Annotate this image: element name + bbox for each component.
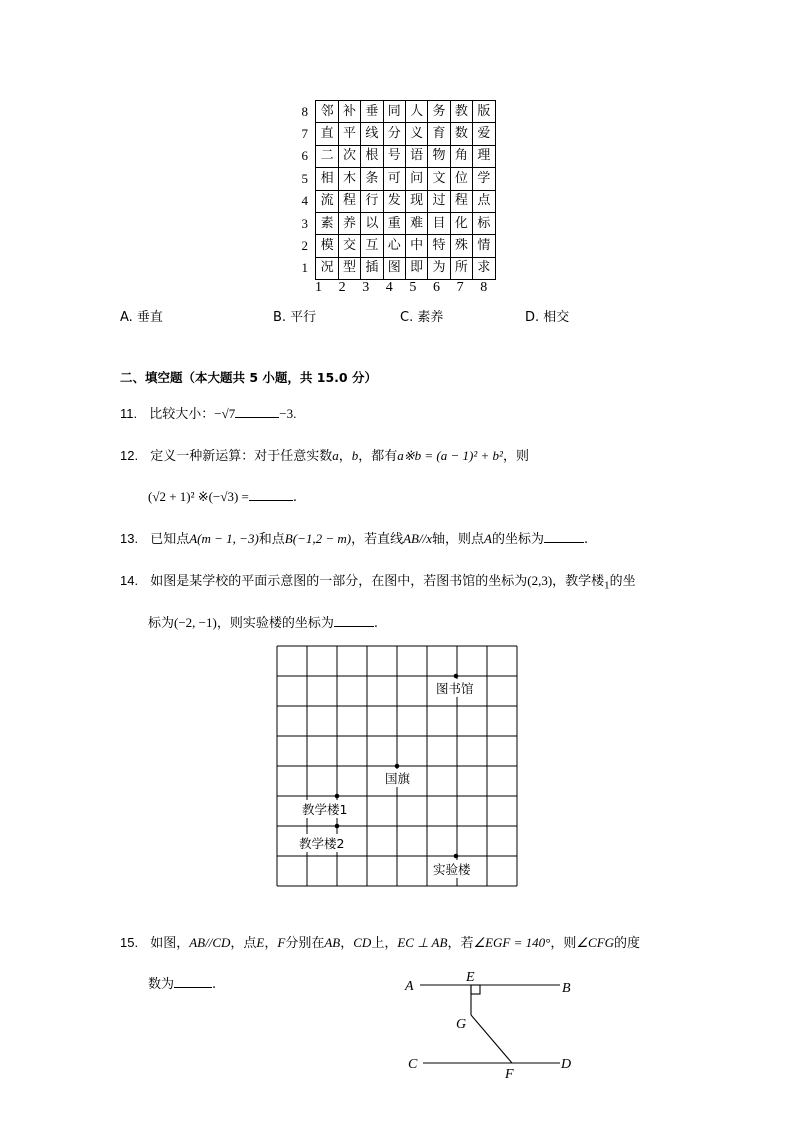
question-15 xyxy=(120,932,640,951)
question-13 xyxy=(120,528,588,547)
q14-end: . xyxy=(373,616,378,631)
q15-perp: EC ⊥ AB xyxy=(397,935,448,950)
q15-parallel: AB//CD xyxy=(189,935,231,950)
label-g: G xyxy=(456,1017,467,1032)
q13-number: 13. xyxy=(120,531,139,546)
char-grid-cell: 特 xyxy=(428,235,450,257)
char-grid-cell: 中 xyxy=(405,235,427,257)
section-title: 二、填空题（本大题共 5 小题，共 15.0 分） xyxy=(120,370,377,385)
char-grid-cell: 化 xyxy=(450,212,472,234)
char-grid-cell: 学 xyxy=(473,168,495,190)
char-grid-cell: 根 xyxy=(361,145,383,167)
char-grid-col-label: 2 xyxy=(338,280,346,296)
option-c: C. 素养 xyxy=(400,310,444,325)
q11-text: 比较大小： xyxy=(149,407,215,422)
char-grid-cell: 物 xyxy=(428,145,450,167)
q13-line-ab: AB//x xyxy=(403,531,432,546)
bldg2-point xyxy=(335,824,340,829)
q12-formula: a※b = (a − 1)² + b² xyxy=(397,448,503,463)
char-grid-cell: 发 xyxy=(383,190,405,212)
q13-end: . xyxy=(583,532,589,547)
char-grid-row xyxy=(294,257,495,279)
char-grid-row xyxy=(294,123,495,145)
bldg2-label: 教学楼2 xyxy=(299,836,345,851)
char-grid-col-label: 4 xyxy=(385,280,393,296)
q12-comma: ， xyxy=(338,449,352,464)
char-grid-table xyxy=(294,100,496,280)
q11-expr-a: −√7 xyxy=(214,406,236,421)
segment-gf xyxy=(471,1015,512,1063)
char-grid-cell: 程 xyxy=(450,190,472,212)
char-grid-row xyxy=(294,168,495,190)
label-f: F xyxy=(505,1067,514,1082)
q12-blank[interactable] xyxy=(249,500,293,501)
q15-text4: 上， xyxy=(371,936,398,951)
q15-ab: AB xyxy=(324,935,341,950)
q15-comma2: ， xyxy=(340,936,354,951)
library-point xyxy=(454,674,459,679)
char-grid-col-label: 5 xyxy=(409,280,417,296)
char-grid-cell: 问 xyxy=(405,168,427,190)
char-grid-cell: 为 xyxy=(428,257,450,279)
char-grid-cell: 教 xyxy=(450,101,472,123)
char-grid-cell: 难 xyxy=(405,212,427,234)
char-grid-cell: 语 xyxy=(405,145,427,167)
char-grid-cell: 爱 xyxy=(473,123,495,145)
q12-var-b: b xyxy=(351,448,359,463)
char-grid-cell: 心 xyxy=(383,235,405,257)
char-grid-cell: 木 xyxy=(338,168,360,190)
char-grid-row xyxy=(294,145,495,167)
char-grid-row-label: 3 xyxy=(301,215,308,231)
char-grid-cell: 行 xyxy=(361,190,383,212)
char-grid-row-label: 7 xyxy=(301,126,308,142)
q14-blank[interactable] xyxy=(334,626,374,627)
char-grid-cell: 交 xyxy=(338,235,360,257)
q11-number: 11. xyxy=(120,406,138,421)
q12-text2: ，都有 xyxy=(358,449,398,464)
char-grid-cell: 条 xyxy=(361,168,383,190)
char-grid-cell: 位 xyxy=(450,168,472,190)
q13-point-b: B(−1,2 − m) xyxy=(284,531,352,546)
char-grid-cell: 平 xyxy=(338,123,360,145)
char-grid-cell: 可 xyxy=(383,168,405,190)
q15-e: E xyxy=(256,935,265,950)
q12-text3: ，则 xyxy=(502,449,529,464)
bldg1-point xyxy=(335,794,340,799)
q13-text4: 轴，则点 xyxy=(432,532,485,547)
char-grid-cell: 邻 xyxy=(316,101,338,123)
char-grid-cell: 义 xyxy=(405,123,427,145)
char-grid-cell: 育 xyxy=(428,123,450,145)
q14-coord-bldg1: (−2, −1) xyxy=(174,615,217,630)
char-grid-cell: 素 xyxy=(316,212,338,234)
q13-text5: 的坐标为 xyxy=(491,532,544,547)
char-grid-col-labels xyxy=(310,280,512,296)
char-grid-cell: 型 xyxy=(338,257,360,279)
char-grid-row-label: 2 xyxy=(301,238,308,254)
q14-text3: 的坐 xyxy=(609,574,636,589)
char-grid-cell: 现 xyxy=(405,190,427,212)
char-grid-cell: 人 xyxy=(405,101,427,123)
char-grid-row xyxy=(294,212,495,234)
char-grid-cell: 况 xyxy=(316,257,338,279)
char-grid-cell: 补 xyxy=(338,101,360,123)
q12-end: . xyxy=(292,490,298,505)
q14-text2: ，教学楼 xyxy=(552,574,605,589)
char-grid-col-label: 3 xyxy=(362,280,370,296)
q14-line2a: 标为 xyxy=(148,616,175,631)
q11-expr-b: −3. xyxy=(279,406,297,421)
q14-line2b: ，则实验楼的坐标为 xyxy=(216,616,334,631)
char-grid-row xyxy=(294,101,495,123)
lab-label: 实验楼 xyxy=(433,862,471,877)
q15-ask: ∠CFG xyxy=(576,935,615,950)
flag-label: 国旗 xyxy=(385,771,411,786)
label-c: C xyxy=(408,1057,418,1072)
q15-cd: CD xyxy=(353,935,372,950)
question-14-line2 xyxy=(148,612,378,631)
q13-text1: 已知点 xyxy=(150,532,190,547)
q14-text1: 如图是某学校的平面示意图的一部分，在图中，若图书馆的坐标为 xyxy=(150,574,528,589)
char-grid-col-label: 7 xyxy=(456,280,464,296)
question-12 xyxy=(120,445,529,464)
q14-subscript: 1 xyxy=(604,579,610,592)
char-grid-cell: 情 xyxy=(473,235,495,257)
char-grid-cell: 重 xyxy=(383,212,405,234)
char-grid-cell: 二 xyxy=(316,145,338,167)
q15-line2: 数为 xyxy=(148,977,175,992)
lab-point xyxy=(454,854,459,859)
q15-angle: ∠EGF = 140° xyxy=(473,935,551,950)
char-grid-row xyxy=(294,190,495,212)
q15-f: F xyxy=(277,935,286,950)
q12-number: 12. xyxy=(120,448,139,463)
question-11 xyxy=(120,403,296,422)
char-grid-cell: 即 xyxy=(405,257,427,279)
question-12-line2 xyxy=(148,489,297,505)
char-grid-cell: 模 xyxy=(316,235,338,257)
char-grid-cell: 以 xyxy=(361,212,383,234)
label-e: E xyxy=(466,970,475,985)
q12-expression: (√2 + 1)² ※(−√3) = xyxy=(148,489,249,504)
question-14 xyxy=(120,570,636,592)
char-grid-cell: 文 xyxy=(428,168,450,190)
char-grid-row-label: 8 xyxy=(301,103,308,119)
char-grid-row xyxy=(294,235,495,257)
char-grid-cell: 务 xyxy=(428,101,450,123)
q13-blank[interactable] xyxy=(544,542,584,543)
char-grid-cell: 分 xyxy=(383,123,405,145)
char-grid-col-label: 6 xyxy=(433,280,440,296)
library-label: 图书馆 xyxy=(436,681,474,696)
parallel-lines-figure xyxy=(398,966,588,1086)
char-grid-cell: 程 xyxy=(338,190,360,212)
char-grid-cell: 标 xyxy=(473,212,495,234)
option-a: A. 垂直 xyxy=(120,310,163,325)
char-grid-cell: 目 xyxy=(428,212,450,234)
char-grid-cell: 垂 xyxy=(361,101,383,123)
q14-coord-library: (2,3) xyxy=(527,573,553,588)
q15-blank[interactable] xyxy=(174,987,212,988)
char-grid-cell: 同 xyxy=(383,101,405,123)
char-grid-cell: 号 xyxy=(383,145,405,167)
q13-point-a: A(m − 1, −3) xyxy=(189,531,259,546)
q12-var-a: a xyxy=(332,448,339,463)
q15-end: . xyxy=(212,977,217,992)
q15-text2: ，点 xyxy=(230,936,257,951)
char-grid-cell: 点 xyxy=(473,190,495,212)
char-grid-row-label: 4 xyxy=(301,193,308,209)
char-grid-cell: 插 xyxy=(361,257,383,279)
q14-number: 14. xyxy=(120,573,139,588)
q13-text2: 和点 xyxy=(258,532,285,547)
char-grid-cell: 求 xyxy=(473,257,495,279)
label-b: B xyxy=(562,981,571,996)
char-grid-cell: 理 xyxy=(473,145,495,167)
q15-number: 15. xyxy=(120,935,139,950)
char-grid-figure xyxy=(294,100,496,296)
q15-text5: ，若 xyxy=(447,936,474,951)
q12-text1: 定义一种新运算：对于任意实数 xyxy=(150,449,333,464)
char-grid-cell: 相 xyxy=(316,168,338,190)
char-grid-row-label: 5 xyxy=(301,170,308,186)
option-b: B. 平行 xyxy=(273,310,317,325)
q15-text6: ，则 xyxy=(550,936,577,951)
q13-a2: A xyxy=(484,531,492,546)
q13-text3: ，若直线 xyxy=(351,532,404,547)
q15-text7: 的度 xyxy=(614,936,641,951)
char-grid-cell: 线 xyxy=(361,123,383,145)
q15-text3: 分别在 xyxy=(285,936,325,951)
flag-point xyxy=(395,764,400,769)
char-grid-cell: 数 xyxy=(450,123,472,145)
char-grid-row-label: 6 xyxy=(301,148,308,164)
question-15-line2 xyxy=(148,973,216,992)
char-grid-cell: 角 xyxy=(450,145,472,167)
school-map-figure xyxy=(276,645,520,889)
char-grid-cell: 殊 xyxy=(450,235,472,257)
q15-comma: ， xyxy=(264,936,278,951)
label-d: D xyxy=(561,1057,572,1072)
char-grid-cell: 流 xyxy=(316,190,338,212)
right-angle-mark xyxy=(471,985,480,994)
bldg1-label: 教学楼1 xyxy=(302,802,348,817)
char-grid-cell: 所 xyxy=(450,257,472,279)
char-grid-cell: 图 xyxy=(383,257,405,279)
char-grid-cell: 互 xyxy=(361,235,383,257)
q15-text1: 如图， xyxy=(150,936,190,951)
char-grid-cell: 直 xyxy=(316,123,338,145)
char-grid-cell: 次 xyxy=(338,145,360,167)
char-grid-cell: 版 xyxy=(473,101,495,123)
q11-blank[interactable] xyxy=(235,417,279,418)
char-grid-cell: 过 xyxy=(428,190,450,212)
char-grid-row-label: 1 xyxy=(301,260,308,276)
char-grid-col-label: 1 xyxy=(315,280,322,296)
char-grid-cell: 养 xyxy=(338,212,360,234)
char-grid-col-label: 8 xyxy=(480,280,488,296)
option-d: D. 相交 xyxy=(525,310,570,325)
label-a: A xyxy=(405,979,414,994)
